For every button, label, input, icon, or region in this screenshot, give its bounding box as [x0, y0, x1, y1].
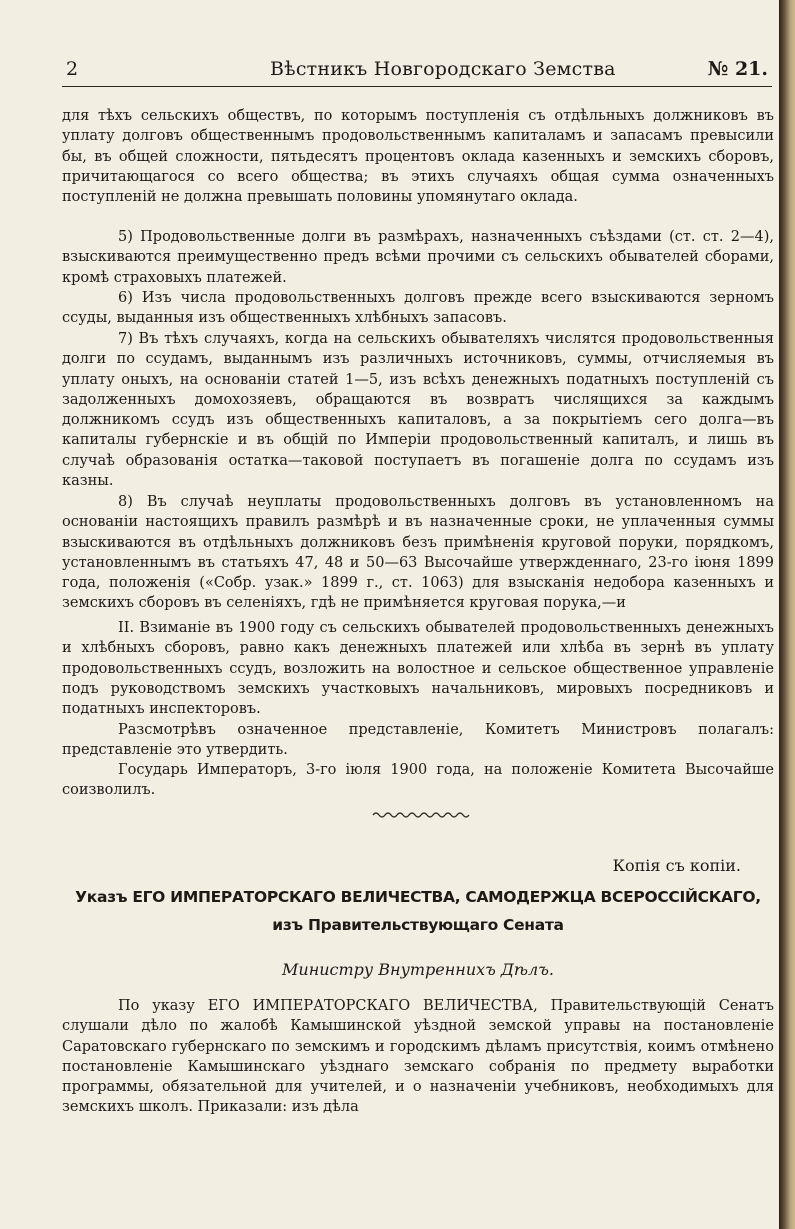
header-rule [62, 86, 772, 87]
journal-title: Вѣстникъ Новгородскаго Земства [270, 58, 616, 80]
paragraph-committee-resolution: Разсмотрѣвъ означенное представленіе, Комитетъ Министровъ полагалъ: представленіе это утвердить. [62, 722, 774, 759]
paragraph-section-ii: II. Взиманіе въ 1900 году съ сельскихъ обывателей продовольственныхъ денежныхъ и хлѣбныхъ сборовъ, равно какъ денежныхъ платежей или хлѣба въ зернѣ въ уплату продовольственныхъ ссудъ, возложить на волостное и сельское общественное управленіе подъ руководствомъ земскихъ участковыхъ начальниковъ, мировыхъ посредниковъ и податныхъ инспекторовъ. [62, 620, 774, 718]
paragraph-imperial-approval: Государь Императоръ, 3-го іюля 1900 года, на положеніе Комитета Высочайше соизволилъ. [62, 762, 774, 799]
page-number: 2 [66, 58, 79, 80]
paragraph-item-6: 6) Изъ числа продовольственныхъ долговъ прежде всего взыскиваются зерномъ ссуды, выданныя изъ общественныхъ хлѣбныхъ запасовъ. [62, 290, 774, 327]
binding-edge [779, 0, 795, 1229]
decree-body: По указу ЕГО ИМПЕРАТОРСКАГО ВЕЛИЧЕСТВА, Правительствующій Сенатъ слушали дѣло по жалобѣ Камышинской уѣздной земской управы на постановленіе Саратовскаго губернскаго по земскимъ и городскимъ дѣламъ присутствія, коимъ отмѣнено постановленіе Камышинскаго уѣзднаго земскаго собранія по предмету выработки программы, обязательной для учителей, и о назначеніи учебниковъ, необходимыхъ для земскихъ школъ. Приказали: изъ дѣла [62, 998, 774, 1116]
paragraph-item-8: 8) Въ случаѣ неуплаты продовольственныхъ долговъ въ установленномъ на основаніи настоящихъ правилъ размѣрѣ и въ назначенные сроки, не уплаченныя суммы взыскиваются въ отдѣльныхъ должниковъ безъ примѣненія круговой поруки, порядкомъ, установленнымъ въ статьяхъ 47, 48 и 50—63 Высочайше утвержденнаго, 23-го іюня 1899 года, положенія («Собр. узак.» 1899 г., ст. 1063) для взысканія недобора казенныхъ и земскихъ сборовъ въ селеніяхъ, гдѣ не примѣняется круговая порука,—и [62, 494, 774, 612]
paragraph-continuation: для тѣхъ сельскихъ обществъ, по которымъ поступленія съ отдѣльныхъ должниковъ въ уплату долговъ общественнымъ продовольственнымъ капиталамъ и запасамъ превысили бы, въ общей сложности, пятьдесятъ процентовъ оклада казенныхъ и земскихъ сборовъ, причитающагося со всего общества; въ этихъ случаяхъ общая сумма означенныхъ поступленій не должна превышать половины упомянутаго оклада. [62, 108, 774, 206]
paragraph-item-7: 7) Въ тѣхъ случаяхъ, когда на сельскихъ обывателяхъ числятся продовольственныя долги по ссудамъ, выданнымъ изъ различныхъ источниковъ, суммы, отчисляемыя въ уплату оныхъ, на основаніи статей 1—5, изъ всѣхъ денежныхъ податныхъ поступленій съ задолженныхъ домохозяевъ, обращаются въ возвратъ числящихся за каждымъ должникомъ ссудъ изъ общественныхъ капиталовъ, а за покрытіемъ сего долга—въ капиталы губернскіе и въ общій по Имперіи продовольственный капиталъ, и лишь въ случаѣ образованія остатка—таковой поступаетъ въ погашеніе долга по ссудамъ изъ казны. [62, 331, 774, 490]
running-header [62, 56, 768, 88]
copy-note: Копія съ копіи. [612, 856, 741, 875]
decree-addressee: Министру Внутреннихъ Дѣлъ. [282, 960, 554, 979]
issue-number: № 21. [707, 58, 768, 80]
paragraph-item-5: 5) Продовольственные долги въ размѣрахъ, назначенныхъ съѣздами (ст. ст. 2—4), взыскиваются преимущественно предъ всѣми прочими съ сельскихъ обывателей сборами, кромѣ страховыхъ платежей. [62, 229, 774, 286]
decree-heading: Указъ ЕГО ИМПЕРАТОРСКАГО ВЕЛИЧЕСТВА, САМОДЕРЖЦА ВСЕРОССІЙСКАГО, изъ Правительствующаго Сената [75, 888, 761, 934]
wavy-divider-ornament [371, 808, 471, 822]
